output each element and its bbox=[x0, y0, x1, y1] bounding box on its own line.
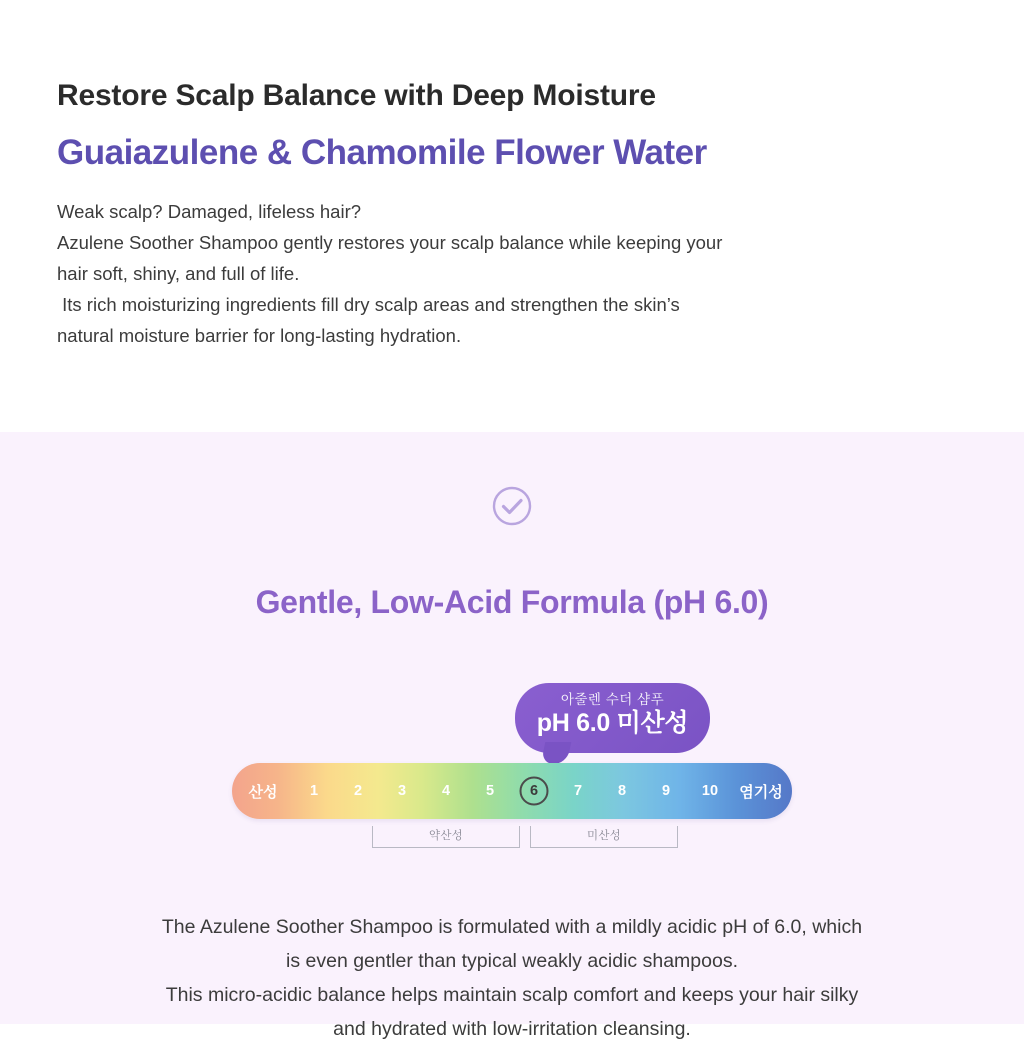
intro-section bbox=[0, 0, 1024, 432]
ingredient-subtitle: Guaiazulene & Chamomile Flower Water bbox=[57, 133, 707, 172]
ph-scale-graphic bbox=[232, 683, 792, 858]
ph-bracket-weak-acidic bbox=[372, 826, 520, 848]
ph-bracket-micro-acidic bbox=[530, 826, 678, 848]
ph-number: 10 bbox=[701, 783, 719, 799]
ph-number-value: 6 bbox=[529, 783, 539, 799]
ph-number: 4 bbox=[441, 783, 451, 799]
ph-copy-line: The Azulene Soother Shampoo is formulated with a mildly acidic pH of 6.0, which bbox=[161, 916, 863, 938]
intro-line: hair soft, shiny, and full of life. bbox=[57, 263, 300, 284]
ph-number-highlighted bbox=[518, 783, 550, 799]
ph-number: 2 bbox=[353, 783, 363, 799]
ph-copy-line: This micro-acidic balance helps maintain scalp comfort and keeps your hair silky bbox=[165, 984, 859, 1006]
ph-number: 9 bbox=[661, 783, 671, 799]
ph-range-brackets bbox=[372, 826, 702, 852]
ph-label-acidic: 산성 bbox=[248, 783, 278, 801]
ph-label-alkaline: 염기성 bbox=[739, 783, 783, 801]
ph-bracket-label: 미산성 bbox=[581, 827, 627, 843]
ph-bubble-value: pH 6.0 미산성 bbox=[536, 709, 689, 738]
ph-gradient-bar bbox=[232, 763, 792, 819]
check-circle-icon bbox=[490, 484, 534, 528]
ph-description-copy bbox=[67, 910, 957, 1046]
ph-bubble-product-name: 아줄렌 수더 샴푸 bbox=[560, 692, 665, 707]
intro-line: Its rich moisturizing ingredients fill dry scalp areas and strengthen the skin’s bbox=[57, 294, 680, 315]
ph-number: 5 bbox=[485, 783, 495, 799]
intro-line: Weak scalp? Damaged, lifeless hair? bbox=[57, 201, 362, 222]
ph-number: 7 bbox=[573, 783, 583, 799]
ph-callout-bubble bbox=[515, 683, 710, 753]
section-title: Gentle, Low-Acid Formula (pH 6.0) bbox=[255, 584, 769, 620]
ph-number: 1 bbox=[309, 783, 319, 799]
ph-number: 8 bbox=[617, 783, 627, 799]
page-title: Restore Scalp Balance with Deep Moisture bbox=[57, 79, 656, 112]
ph-feature-section bbox=[0, 432, 1024, 1040]
ph-number-scale bbox=[294, 783, 730, 799]
ph-number: 3 bbox=[397, 783, 407, 799]
intro-body-copy bbox=[57, 196, 857, 351]
intro-line: Azulene Soother Shampoo gently restores your scalp balance while keeping your bbox=[57, 232, 723, 253]
ph-copy-line: is even gentler than typical weakly acidic shampoos. bbox=[286, 950, 738, 972]
ph-bracket-label: 약산성 bbox=[423, 827, 469, 843]
ph-copy-line: and hydrated with low-irritation cleansing. bbox=[333, 1018, 691, 1040]
intro-line: natural moisture barrier for long-lasting hydration. bbox=[57, 325, 462, 346]
